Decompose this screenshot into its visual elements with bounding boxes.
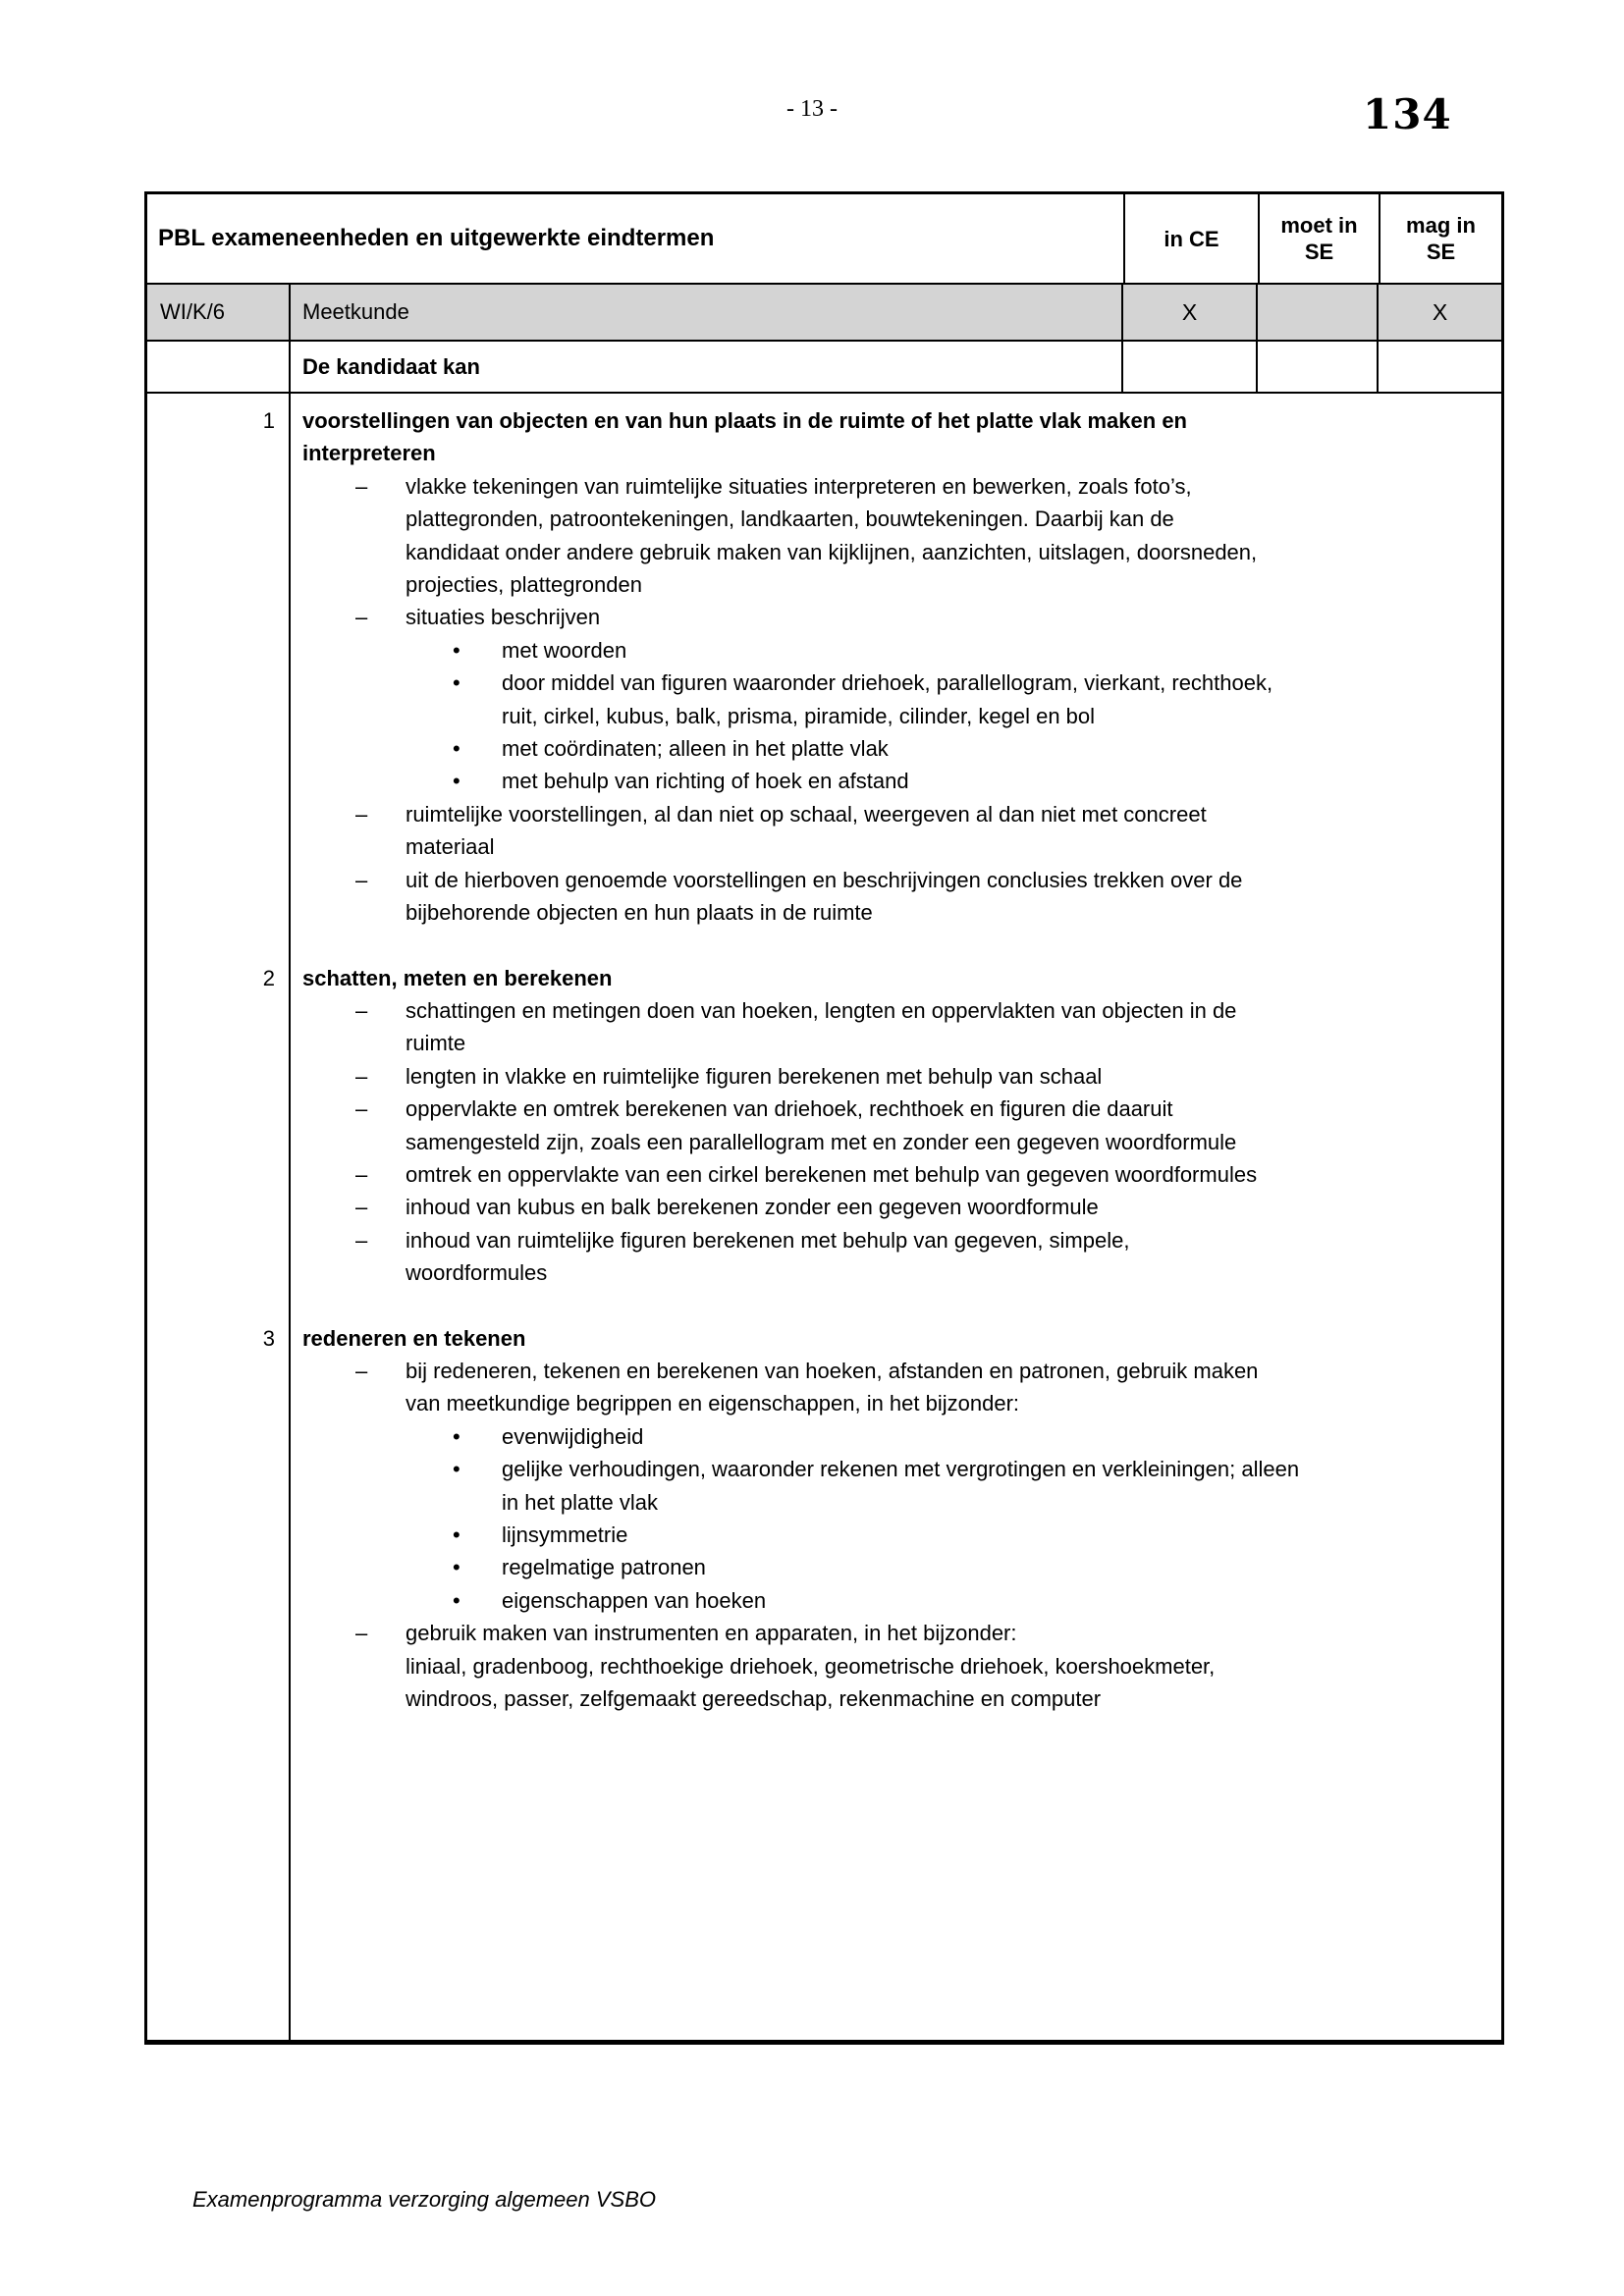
column-header-in-ce: in CE (1125, 194, 1260, 283)
list-item-text (406, 994, 1270, 1060)
list-item (302, 1158, 1472, 1191)
list-item (302, 1519, 1472, 1551)
list-item (302, 1420, 1472, 1453)
bullet-marker: • (453, 637, 460, 663)
section-heading: voorstellingen van objecten en van hun plaats in de ruimte of het platte vlak maken en interpreteren (302, 408, 1187, 466)
bullet-marker: • (453, 670, 460, 696)
list-item-line: schattingen en metingen doen van hoeken, lengten en oppervlakten van objecten in de ruimte (406, 997, 1237, 1056)
unit-name: Meetkunde (291, 285, 1123, 340)
list-item-text (406, 1158, 1257, 1191)
list-item-text (406, 470, 1270, 602)
list-item-line: omtrek en oppervlakte van een cirkel berekenen met behulp van gegeven woordformules (406, 1161, 1258, 1187)
intro-empty-moet-cell (1258, 342, 1379, 392)
list-item-line: met behulp van richting of hoek en afstand (502, 769, 909, 794)
list-item-line: uit de hierboven genoemde voorstellingen en beschrijvingen conclusies trekken over de bijbehorende objecten en hun plaats in de ruimte (406, 867, 1243, 926)
list-item (302, 732, 1472, 765)
unit-in-ce-mark: X (1123, 285, 1258, 340)
list-item (302, 1551, 1472, 1583)
list-item-text (406, 1060, 1102, 1093)
page-number-center: - 13 - (786, 96, 838, 122)
dash-marker: – (355, 1096, 368, 1122)
list-item-line: ruimtelijke voorstellingen, al dan niet op schaal, weergeven al dan niet met concreet materiaal (406, 801, 1207, 860)
bullet-marker: • (453, 1587, 460, 1613)
list-item-text (502, 765, 909, 797)
list-item (302, 1453, 1472, 1519)
bullet-marker: • (453, 736, 460, 762)
list-item-line: oppervlakte en omtrek berekenen van driehoek, rechthoek en figuren die daaruit samengesteld zijn, zoals een parallellogram met en zonder een gegeven woordformule (406, 1096, 1237, 1154)
list-item (302, 864, 1472, 930)
dash-marker: – (355, 473, 368, 499)
list-item (302, 1191, 1472, 1223)
section-number: 3 (262, 1325, 275, 1351)
intro-empty-code-cell (147, 342, 291, 392)
list-item (302, 1093, 1472, 1158)
bullet-marker: • (453, 1522, 460, 1547)
bullet-marker: • (453, 769, 460, 794)
list-item (302, 1224, 1472, 1290)
list-item (302, 1355, 1472, 1420)
section-number: 1 (262, 408, 275, 433)
list-item-text (502, 1551, 706, 1583)
dash-marker: – (355, 997, 368, 1023)
exam-program-table (144, 191, 1504, 2045)
intro-empty-ce-cell (1123, 342, 1258, 392)
list-item-text (406, 1224, 1270, 1290)
list-item-continuation: liniaal, gradenboog, rechthoekige driehoek, geometrische driehoek, koershoekmeter, windroos, passer, zelfgemaakt gereedschap, rekenmachine en computer (406, 1653, 1216, 1712)
unit-code: WI/K/6 (147, 285, 291, 340)
intro-empty-mag-cell (1379, 342, 1501, 392)
unit-row (147, 285, 1501, 342)
bullet-marker: • (453, 1457, 460, 1482)
content-row (147, 394, 1501, 2040)
list-item-line: met coördinaten; alleen in het platte vlak (502, 736, 889, 762)
intro-text: De kandidaat kan (291, 342, 1123, 392)
list-item (302, 765, 1472, 797)
table-header-row (147, 194, 1501, 285)
dash-marker: – (355, 867, 368, 892)
dash-marker: – (355, 605, 368, 630)
bullet-marker: • (453, 1423, 460, 1449)
list-item-text (406, 798, 1270, 864)
list-item-line: gebruik maken van instrumenten en apparaten, in het bijzonder: (406, 1621, 1017, 1646)
list-item-line: situaties beschrijven (406, 605, 601, 630)
section-heading: schatten, meten en berekenen (302, 965, 613, 990)
list-item-text (406, 601, 600, 633)
list-item (302, 994, 1472, 1060)
list-item-text (502, 732, 889, 765)
list-item-text (406, 1355, 1270, 1420)
list-item-line: eigenschappen van hoeken (502, 1587, 767, 1613)
list-item (302, 470, 1472, 602)
unit-moet-in-se-mark (1258, 285, 1379, 340)
list-item-line: lijnsymmetrie (502, 1522, 628, 1547)
dash-marker: – (355, 1063, 368, 1089)
dash-marker: – (355, 1161, 368, 1187)
list-item (302, 601, 1472, 633)
section-3 (262, 1322, 1472, 1716)
section-heading: redeneren en tekenen (302, 1325, 526, 1351)
list-item-line: met woorden (502, 637, 627, 663)
section-number-column (147, 394, 291, 2040)
list-item (302, 634, 1472, 667)
bullet-marker: • (453, 1555, 460, 1580)
unit-mag-in-se-mark: X (1432, 298, 1448, 325)
column-header-mag-in-se: mag in SE (1406, 213, 1476, 264)
list-item-text (502, 1453, 1307, 1519)
list-item-line: gelijke verhoudingen, waaronder rekenen met vergrotingen en verkleiningen; alleen in het platte vlak (502, 1457, 1300, 1515)
section-number: 2 (262, 965, 275, 990)
list-item (302, 667, 1472, 732)
document-footer: Examenprogramma verzorging algemeen VSBO (192, 2187, 657, 2212)
column-header-moet-in-se: moet in SE (1260, 194, 1380, 283)
list-item-line: lengten in vlakke en ruimtelijke figuren berekenen met behulp van schaal (406, 1063, 1103, 1089)
dash-marker: – (355, 1621, 368, 1646)
list-item-line: bij redeneren, tekenen en berekenen van hoeken, afstanden en patronen, gebruik maken van meetkundige begrippen en eigenschappen, in het bijzonder: (406, 1358, 1259, 1416)
list-item-line: vlakke tekeningen van ruimtelijke situaties interpreteren en bewerken, zoals foto’s, plattegronden, patroontekeningen, landkaarten, bouwtekeningen. Daarbij kan de kandidaat onder andere gebruik maken van kijklijnen, aanzichten, uitslagen, doorsneden, projecties, plattegronden (406, 473, 1258, 598)
intro-row (147, 342, 1501, 394)
list-item-text (406, 1191, 1099, 1223)
list-item-text (502, 1420, 643, 1453)
list-item-line: inhoud van kubus en balk berekenen zonder een gegeven woordformule (406, 1195, 1099, 1220)
section-2 (262, 962, 1472, 1290)
page-number-right: 134 (1363, 90, 1452, 138)
list-item-text (406, 1093, 1270, 1158)
list-item-line: regelmatige patronen (502, 1555, 706, 1580)
list-item-text (502, 1519, 627, 1551)
list-item-line: door middel van figuren waaronder driehoek, parallellogram, vierkant, rechthoek, ruit, cirkel, kubus, balk, prisma, piramide, cilinder, kegel en bol (502, 670, 1273, 728)
list-item-text (406, 864, 1270, 930)
list-item (302, 1617, 1472, 1715)
table-title-cell: PBL exameneenheden en uitgewerkte eindtermen (147, 194, 1125, 283)
list-item-text (502, 667, 1307, 732)
dash-marker: – (355, 1358, 368, 1383)
list-item-text (502, 1584, 766, 1617)
list-item (302, 798, 1472, 864)
dash-marker: – (355, 801, 368, 827)
list-item-text (502, 634, 626, 667)
list-item (302, 1584, 1472, 1617)
list-item-text (406, 1617, 1270, 1715)
list-item (302, 1060, 1472, 1093)
list-item-line: evenwijdigheid (502, 1423, 644, 1449)
section-1 (262, 404, 1472, 930)
dash-marker: – (355, 1227, 368, 1253)
dash-marker: – (355, 1195, 368, 1220)
list-item-line: inhoud van ruimtelijke figuren berekenen met behulp van gegeven, simpele, woordformules (406, 1227, 1130, 1286)
sections (262, 394, 1501, 2040)
